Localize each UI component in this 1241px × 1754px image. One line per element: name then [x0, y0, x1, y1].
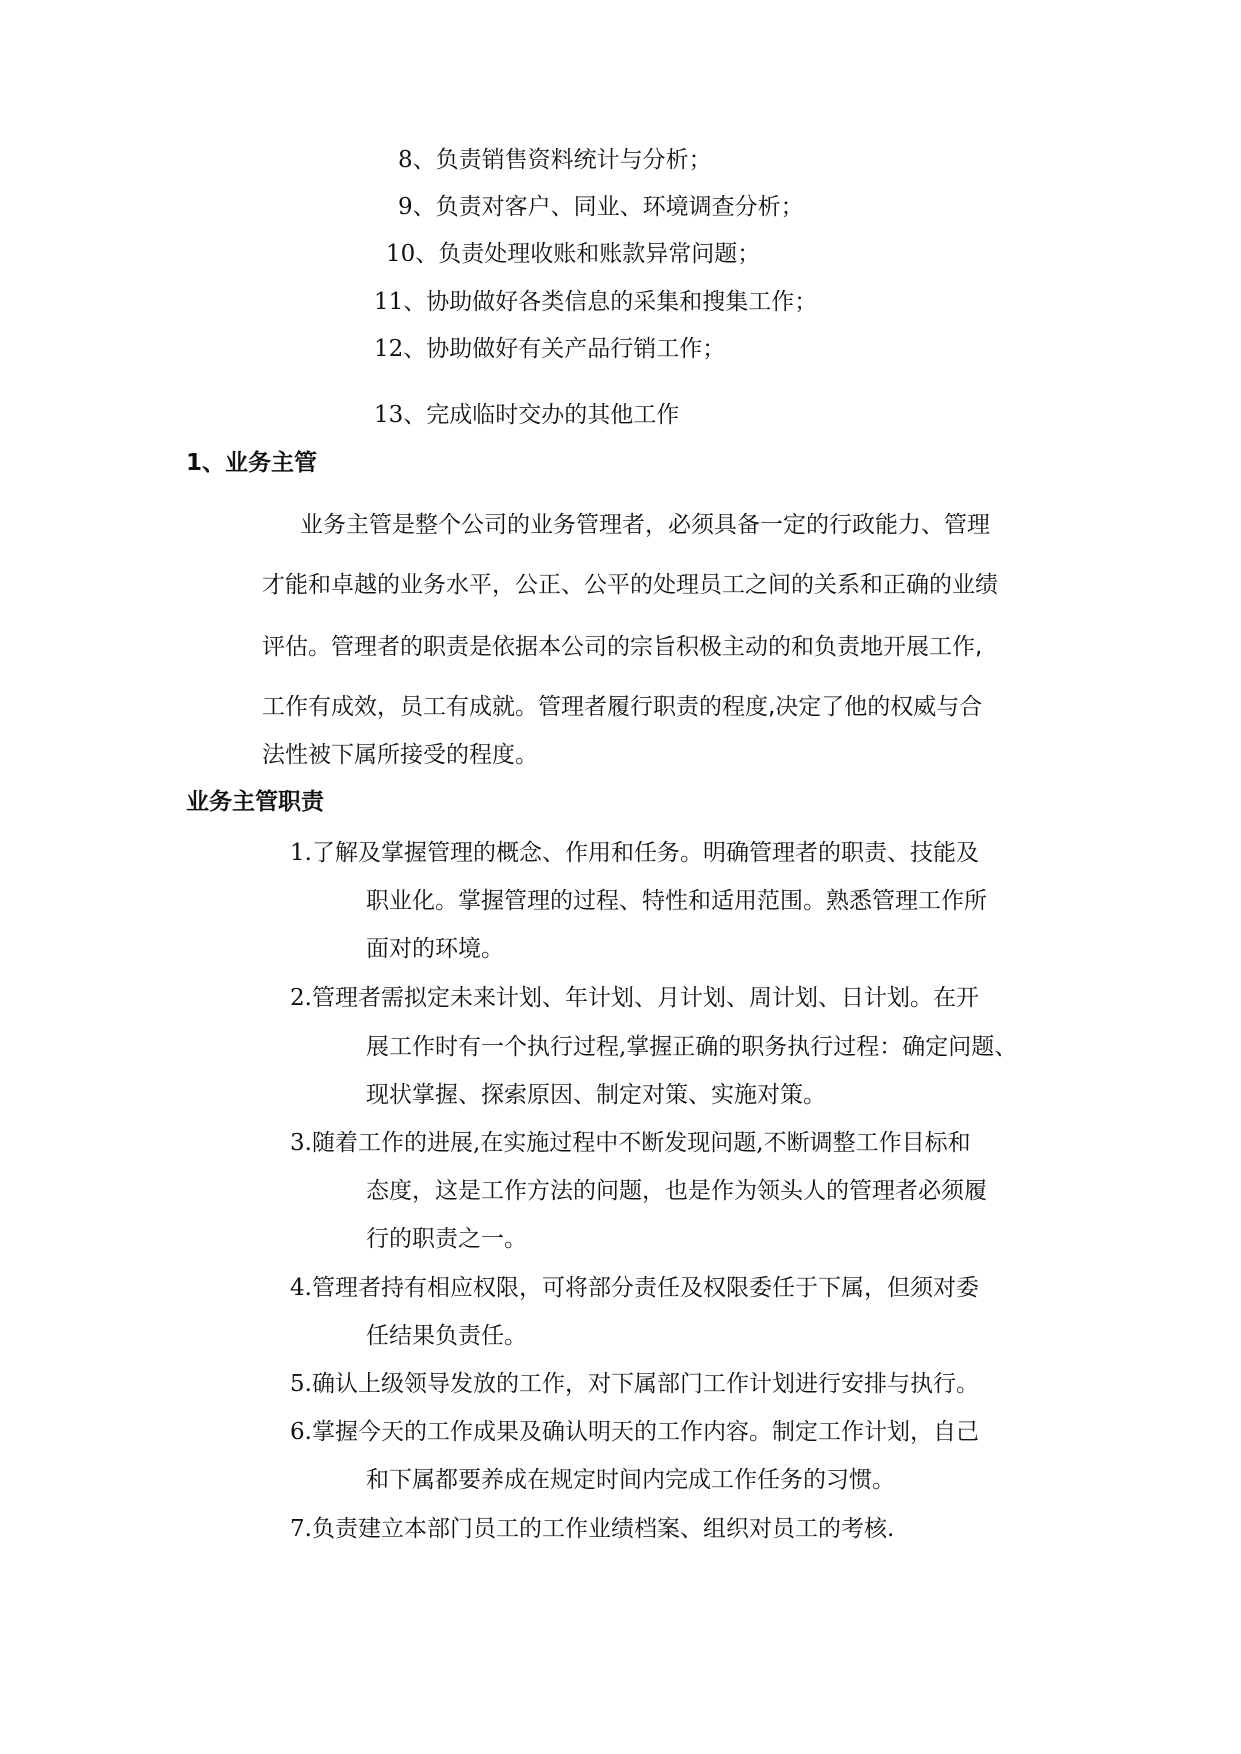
list-text: 协助做好各类信息的采集和搜集工作； [426, 289, 818, 315]
duty-number: 5. [290, 1371, 312, 1397]
list-item [398, 192, 804, 222]
list-text: 负责销售资料统计与分析； [435, 147, 712, 173]
duty-number: 6. [290, 1419, 312, 1445]
paragraph-line: 业务主管是整个公司的业务管理者，必须具备一定的行政能力、管理 [300, 512, 990, 538]
list-text: 协助做好有关产品行销工作； [426, 336, 726, 362]
paragraph-line: 才能和卓越的业务水平，公正、公平的处理员工之间的关系和正确的业绩 [262, 572, 998, 598]
list-text: 负责对客户、同业、环境调查分析； [435, 194, 804, 220]
duty-text: 掌握今天的工作成果及确认明天的工作内容。制定工作计划，自己 [311, 1419, 979, 1445]
duty-text: 随着工作的进展,在实施过程中不断发现问题,不断调整工作目标和 [311, 1130, 971, 1156]
duty-continuation: 和下属都要养成在规定时间内完成工作任务的习惯。 [366, 1467, 895, 1493]
section-heading: 1、业务主管 [186, 450, 318, 476]
list-number: 12、 [374, 336, 427, 362]
duty-item [290, 838, 979, 868]
duty-item [290, 1417, 979, 1447]
duty-text: 了解及掌握管理的概念、作用和任务。明确管理者的职责、技能及 [311, 840, 979, 866]
list-item [374, 287, 817, 317]
list-text: 负责处理收账和账款异常问题； [438, 241, 761, 267]
duty-number: 2. [290, 985, 312, 1011]
duty-number: 1. [290, 840, 312, 866]
duty-continuation: 现状掌握、探索原因、制定对策、实施对策。 [366, 1082, 826, 1108]
duty-item [290, 1273, 979, 1303]
list-item [374, 400, 679, 430]
duty-continuation: 态度，这是工作方法的问题，也是作为领头人的管理者必须履 [366, 1178, 987, 1204]
duty-number: 7. [290, 1516, 312, 1542]
duty-item [290, 1128, 971, 1158]
list-number: 9、 [398, 194, 436, 220]
list-item [386, 239, 760, 269]
list-item [374, 334, 725, 364]
list-text: 完成临时交办的其他工作 [426, 402, 680, 428]
list-item [398, 145, 712, 175]
duty-text: 负责建立本部门员工的工作业绩档案、组织对员工的考核. [311, 1516, 895, 1542]
duty-continuation: 面对的环境。 [366, 936, 504, 962]
list-number: 11、 [374, 289, 427, 315]
list-number: 13、 [374, 402, 427, 428]
duty-text: 管理者持有相应权限，可将部分责任及权限委任于下属，但须对委 [311, 1275, 979, 1301]
list-number: 10、 [386, 241, 439, 267]
list-number: 8、 [398, 147, 436, 173]
duty-continuation: 展工作时有一个执行过程,掌握正确的职务执行过程：确定问题、 [366, 1034, 1018, 1060]
paragraph-line: 法性被下属所接受的程度。 [262, 742, 538, 768]
duty-number: 4. [290, 1275, 312, 1301]
duty-item [290, 983, 979, 1013]
duty-item [290, 1369, 979, 1399]
duty-text: 确认上级领导发放的工作，对下属部门工作计划进行安排与执行。 [311, 1371, 979, 1397]
duty-continuation: 行的职责之一。 [366, 1226, 527, 1252]
duty-text: 管理者需拟定未来计划、年计划、月计划、周计划、日计划。在开 [311, 985, 979, 1011]
duty-continuation: 职业化。掌握管理的过程、特性和适用范围。熟悉管理工作所 [366, 888, 987, 914]
duty-continuation: 任结果负责任。 [366, 1323, 527, 1349]
duty-item [290, 1514, 894, 1544]
paragraph-line: 工作有成效，员工有成就。管理者履行职责的程度,决定了他的权威与合 [262, 694, 983, 720]
duty-number: 3. [290, 1130, 312, 1156]
duties-heading: 业务主管职责 [186, 789, 324, 815]
paragraph-line: 评估。管理者的职责是依据本公司的宗旨积极主动的和负责地开展工作, [262, 634, 983, 660]
